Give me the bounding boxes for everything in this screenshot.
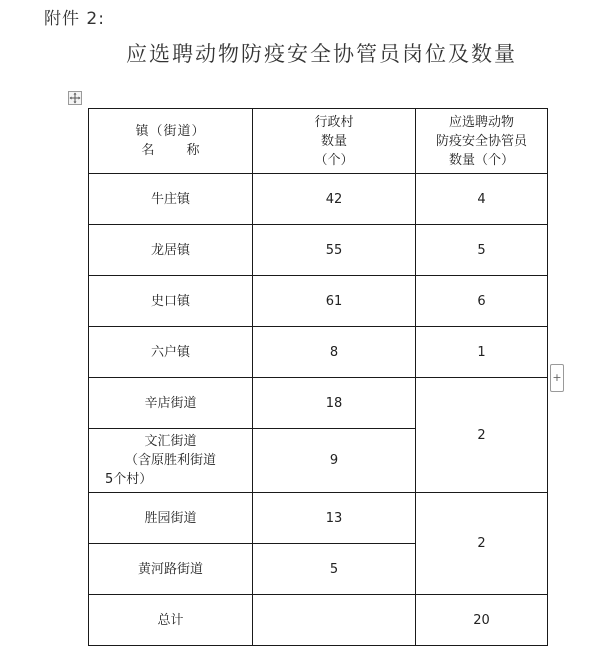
town-name: 龙居镇 bbox=[89, 225, 253, 276]
town-name: 胜园街道 bbox=[89, 493, 253, 544]
village-count: 61 bbox=[253, 276, 416, 327]
total-quota-count: 20 bbox=[416, 595, 548, 646]
town-name: 黄河路街道 bbox=[89, 544, 253, 595]
table-row bbox=[89, 493, 548, 544]
move-arrows-icon[interactable] bbox=[68, 91, 82, 105]
plus-icon[interactable]: + bbox=[550, 364, 564, 392]
quota-table bbox=[88, 108, 548, 646]
village-count: 42 bbox=[253, 174, 416, 225]
town-name: 六户镇 bbox=[89, 327, 253, 378]
total-village-count bbox=[253, 595, 416, 646]
merged-quota-count: 2 bbox=[416, 378, 548, 493]
header-row bbox=[89, 109, 548, 174]
village-count: 18 bbox=[253, 378, 416, 429]
table-row bbox=[89, 378, 548, 429]
town-name: 辛店街道 bbox=[89, 378, 253, 429]
page-title: 应选聘动物防疫安全协管员岗位及数量 bbox=[126, 42, 517, 66]
header-village-count: 行政村 数量 （个） bbox=[253, 109, 416, 174]
quota-count: 5 bbox=[416, 225, 548, 276]
village-count: 5 bbox=[253, 544, 416, 595]
quota-count: 1 bbox=[416, 327, 548, 378]
header-quota: 应选聘动物 防疫安全协管员 数量（个） bbox=[416, 109, 548, 174]
town-name: 史口镇 bbox=[89, 276, 253, 327]
table-row bbox=[89, 327, 548, 378]
table-row bbox=[89, 174, 548, 225]
table-row bbox=[89, 225, 548, 276]
village-count: 55 bbox=[253, 225, 416, 276]
village-count: 13 bbox=[253, 493, 416, 544]
table-row bbox=[89, 276, 548, 327]
village-count: 8 bbox=[253, 327, 416, 378]
quota-count: 6 bbox=[416, 276, 548, 327]
total-row bbox=[89, 595, 548, 646]
village-count: 9 bbox=[253, 429, 416, 493]
quota-count: 4 bbox=[416, 174, 548, 225]
town-name: 牛庄镇 bbox=[89, 174, 253, 225]
attachment-label: 附件 2: bbox=[44, 9, 105, 29]
total-label: 总计 bbox=[89, 595, 253, 646]
header-town-name: 镇（街道） 名 称 bbox=[89, 109, 253, 174]
merged-quota-count: 2 bbox=[416, 493, 548, 595]
town-name: 文汇街道 （含原胜利街道 5个村） bbox=[89, 429, 253, 493]
